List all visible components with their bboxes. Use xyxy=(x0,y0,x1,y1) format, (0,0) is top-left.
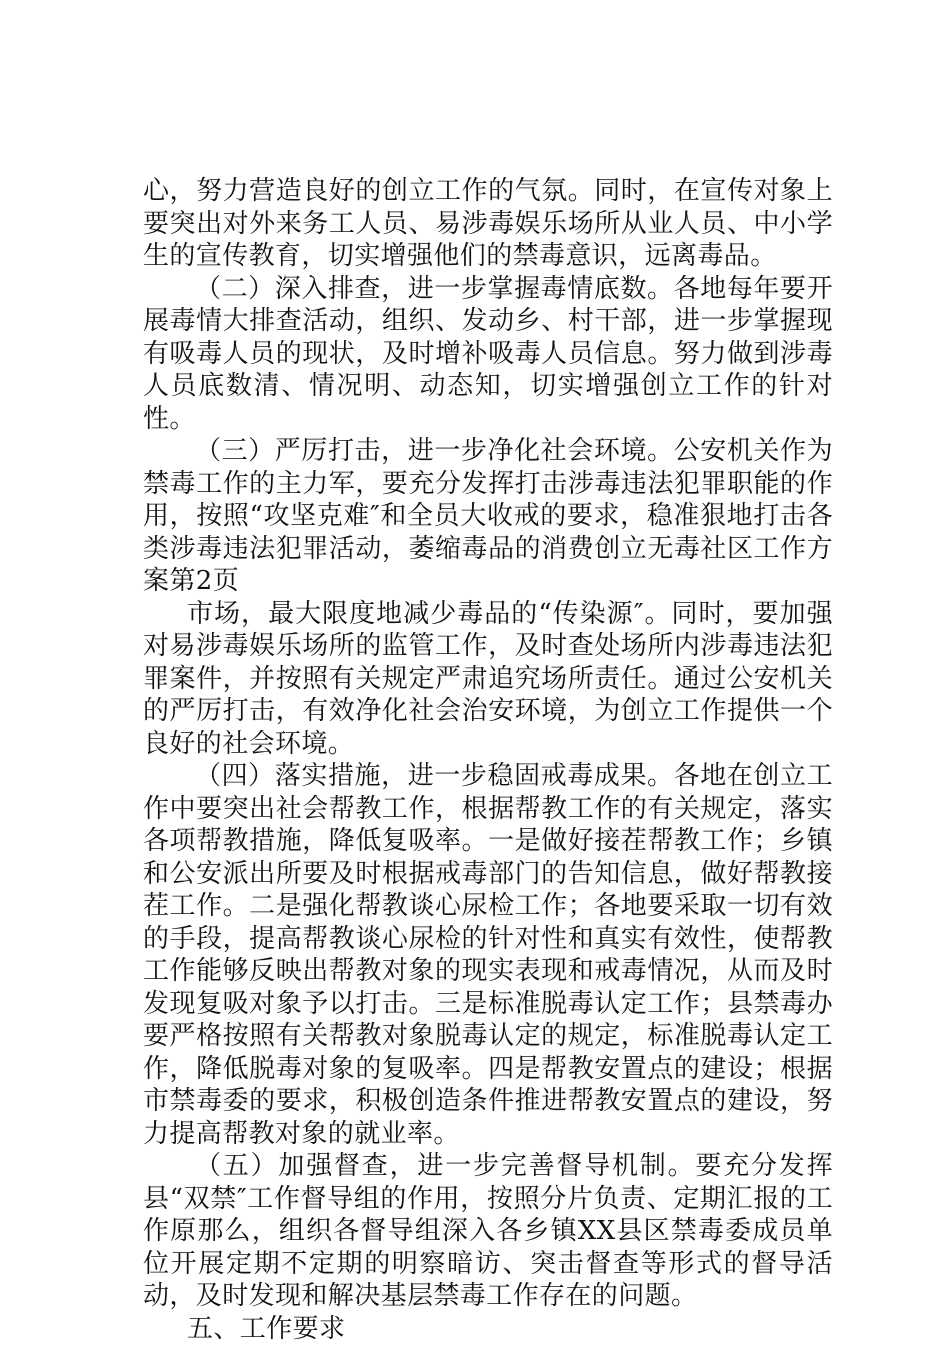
document-body xyxy=(143,175,833,1345)
paragraph-section-4: （四）落实措施，进一步稳固戒毒成果。各地在创立工作中要突出社会帮教工作，根据帮教工作的有关规定，落实各项帮教措施，降低复吸率。一是做好接茬帮教工作；乡镇和公安派出所要及时根据戒毒部门的告知信息，做好帮教接茬工作。二是强化帮教谈心尿检工作；各地要采取一切有效的手段，提高帮教谈心尿检的针对性和真实有效性，使帮教工作能够反映出帮教对象的现实表现和戒毒情况，从而及时发现复吸对象予以打击。三是标准脱毒认定工作；县禁毒办要严格按照有关帮教对象脱毒认定的规定，标准脱毒认定工作，降低脱毒对象的复吸率。四是帮教安置点的建设；根据市禁毒委的要求，积极创造条件推进帮教安置点的建设，努力提高帮教对象的就业率。 xyxy=(143,760,833,1150)
paragraph-section-5: （五）加强督查，进一步完善督导机制。要充分发挥县“双禁″工作督导组的作用，按照分片负责、定期汇报的工作原那么，组织各督导组深入各乡镇XX县区禁毒委成员单位开展定期不定期的明察暗访、突击督查等形式的督导活动，及时发现和解决基层禁毒工作存在的问题。 xyxy=(143,1150,833,1313)
heading-work-requirements: 五、工作要求 xyxy=(143,1313,833,1345)
paragraph-section-3: （三）严厉打击，进一步净化社会环境。公安机关作为禁毒工作的主力军，要充分发挥打击涉毒违法犯罪职能的作用，按照“攻坚克难″和全员大收戒的要求，稳准狠地打击各类涉毒违法犯罪活动，萎缩毒品的消费创立无毒社区工作方案第2页 xyxy=(143,435,833,598)
paragraph-section-3-continued: 市场，最大限度地减少毒品的“传染源″。同时，要加强对易涉毒娱乐场所的监管工作，及时查处场所内涉毒违法犯罪案件，并按照有关规定严肃追究场所责任。通过公安机关的严厉打击，有效净化社会治安环境，为创立工作提供一个良好的社会环境。 xyxy=(143,598,833,761)
paragraph-section-2: （二）深入排查，进一步掌握毒情底数。各地每年要开展毒情大排查活动，组织、发动乡、村干部，进一步掌握现有吸毒人员的现状，及时增补吸毒人员信息。努力做到涉毒人员底数清、情况明、动态知，切实增强创立工作的针对性。 xyxy=(143,273,833,436)
paragraph-continuation: 心，努力营造良好的创立工作的气氛。同时，在宣传对象上要突出对外来务工人员、易涉毒娱乐场所从业人员、中小学生的宣传教育，切实增强他们的禁毒意识，远离毒品。 xyxy=(143,175,833,273)
